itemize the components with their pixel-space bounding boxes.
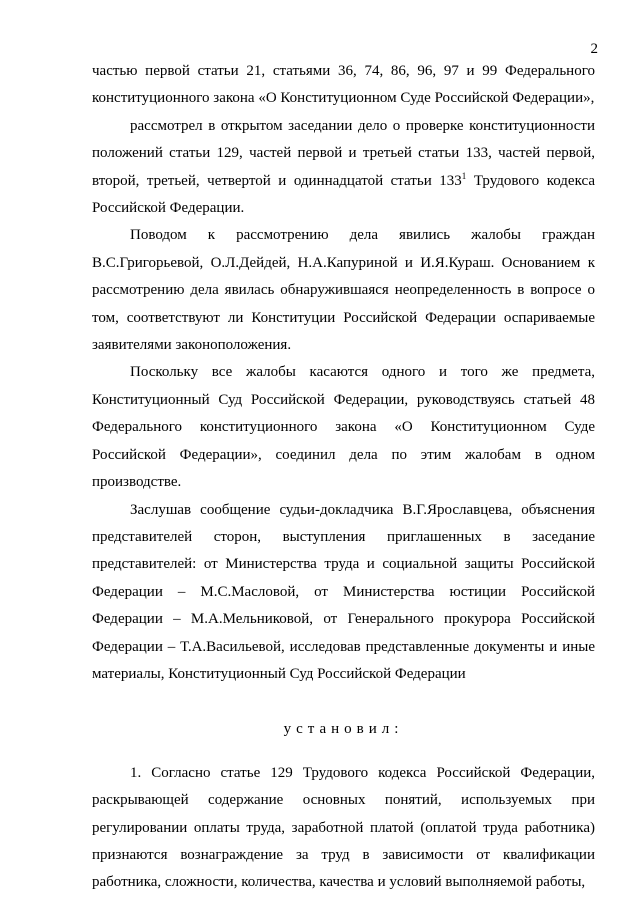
paragraph-2 [92, 113, 595, 223]
paragraph-4: Поскольку все жалобы касаются одного и того же предмета, Конституционный Суд Российской Федерации, руководствуясь статьей 48 Федерального конституционного закона «О Конституционном Суде Российской Федерации», соединил дела по этим жалобам в одном производстве. [92, 364, 595, 491]
document-body [92, 58, 595, 897]
page-number: 2 [590, 41, 598, 57]
paragraph-5: Заслушав сообщение судьи-докладчика В.Г.Ярославцева, объяснения представителей сторон, выступления приглашенных в заседание представителей: от Министерства труда и социальной защиты Российской Федерации – М.С.Масловой, от Министерства юстиции Российской Федерации – М.А.Мельниковой, от Генерального прокурора Российской Федерации – Т.А.Васильевой, исследовав представленные документы и иные материалы, Конституционный Суд Российской Федерации [92, 501, 595, 682]
paragraph-2-tail: Трудового кодекса Российской Федерации. [92, 172, 595, 217]
paragraph-3: Поводом к рассмотрению дела явились жалобы граждан В.С.Григорьевой, О.Л.Дейдей, Н.А.Капуриной и И.Я.Кураш. Основанием к рассмотрению дела явилась обнаружившаяся неопределенность в вопросе о том, соответствуют ли Конституции Российской Федерации оспариваемые заявителями законоположения. [92, 227, 595, 354]
article-superscript: 1 [461, 170, 467, 181]
paragraph-6: 1. Согласно статье 129 Трудового кодекса Российской Федерации, раскрывающей содержание основных понятий, используемых при регулировании оплаты труда, заработной платой (оплатой труда работника) признаются вознаграждение за труд в зависимости от квалификации работника, сложности, количества, качества и условий выполняемой работы, [92, 764, 595, 891]
paragraph-2-text: рассмотрел в открытом заседании дело о проверке конституционности положений статьи 129, частей первой и третьей статьи 133, частей первой, второй, третьей, четвертой и одиннадцатой статьи 133 [92, 117, 595, 189]
paragraph-1: частью первой статьи 21, статьями 36, 74, 86, 96, 97 и 99 Федерального конституционного закона «О Конституционном Суде Российской Федерации», [92, 63, 595, 107]
section-heading: установил: [283, 721, 404, 738]
